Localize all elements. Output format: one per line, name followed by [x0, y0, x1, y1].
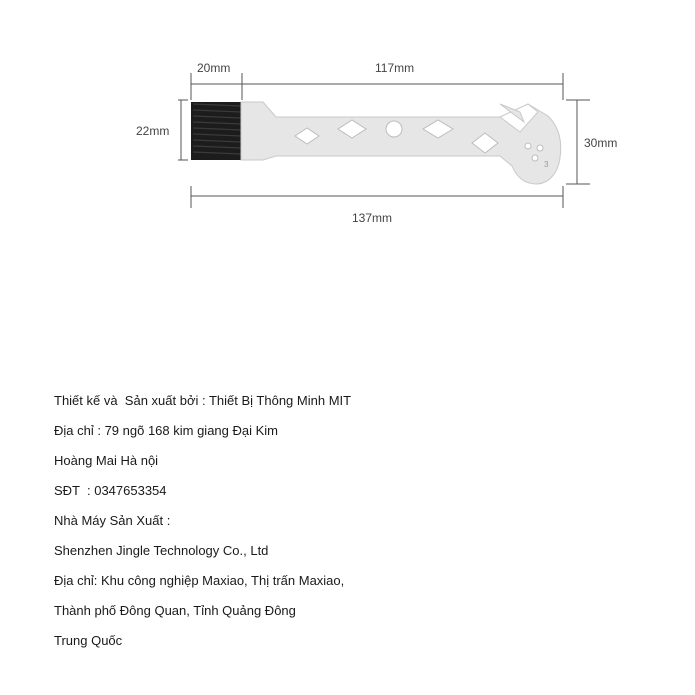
info-line-factory-address: Địa chỉ: Khu công nghiệp Maxiao, Thị trấn Maxiao,	[54, 573, 345, 588]
tool-dimension-diagram	[0, 0, 695, 260]
info-line-district: Hoàng Mai Hà nội	[54, 453, 159, 468]
dim-brush-height: 22mm	[136, 124, 170, 138]
company-info	[54, 386, 351, 656]
brush-bristles	[191, 102, 241, 160]
info-line-factory-heading: Nhà Máy Sản Xuất :	[54, 513, 171, 528]
dim-handle-length: 117mm	[375, 61, 415, 75]
info-line-factory-city: Thành phố Đông Quan, Tỉnh Quảng Đông	[54, 603, 296, 618]
dim-total-length: 137mm	[352, 211, 393, 225]
info-line-designer: Thiết kế và Sản xuất bởi : Thiết Bị Thông Minh MIT	[54, 393, 352, 408]
info-line-phone: SĐT : 0347653354	[54, 483, 167, 498]
hook-mark: 3	[544, 160, 549, 169]
dim-head-height: 30mm	[584, 136, 618, 150]
round-hole	[386, 121, 402, 137]
info-line-address: Địa chỉ : 79 ngõ 168 kim giang Đại Kim	[54, 423, 279, 438]
info-line-factory-name: Shenzhen Jingle Technology Co., Ltd	[54, 543, 269, 558]
tool-body	[241, 102, 561, 184]
small-hole	[532, 155, 538, 161]
small-hole	[537, 145, 543, 151]
small-hole	[525, 143, 531, 149]
dim-brush-width: 20mm	[197, 61, 231, 75]
info-line-country: Trung Quốc	[54, 633, 123, 648]
